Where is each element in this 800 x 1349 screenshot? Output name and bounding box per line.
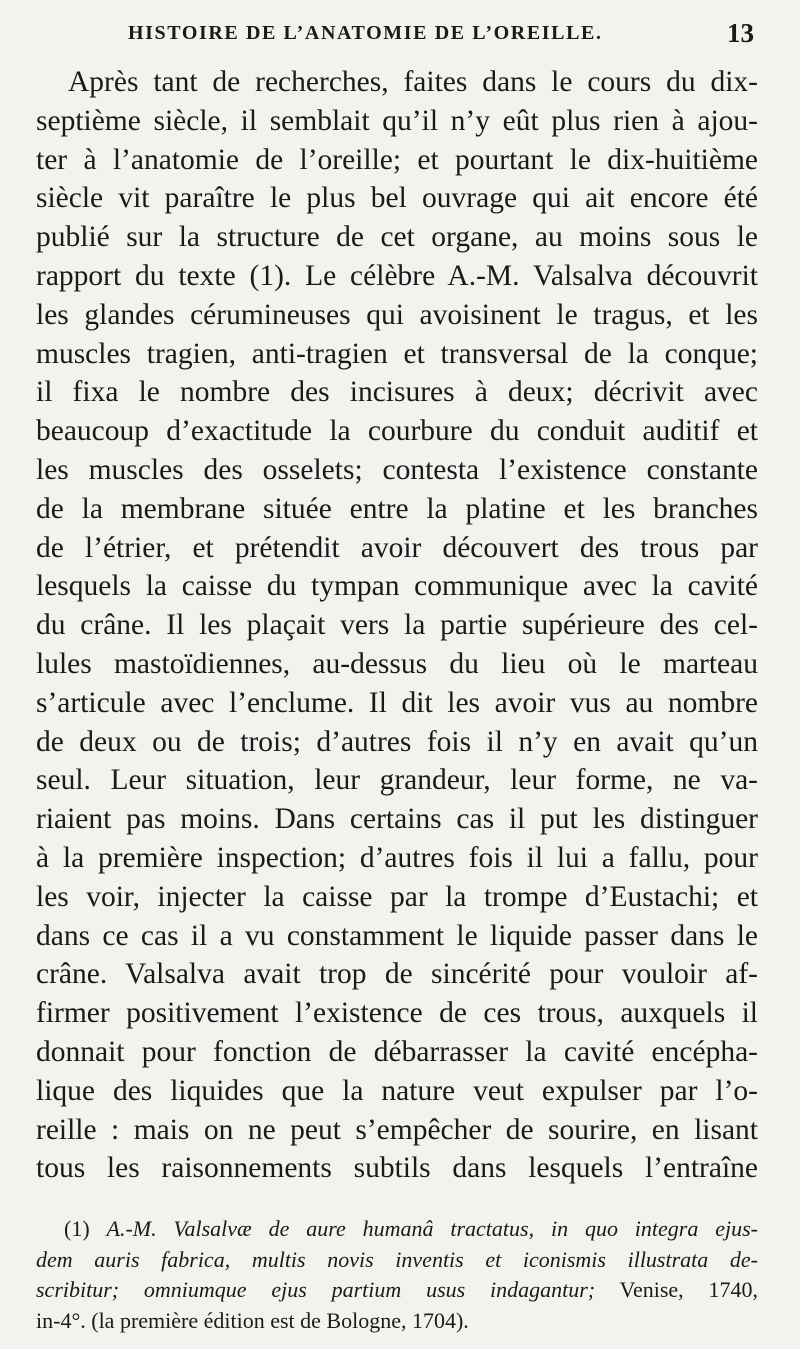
footnote-publication: Venise, 1740,	[595, 1277, 758, 1302]
page-number: 13	[727, 18, 754, 48]
body-line: tous les raisonnements subtils dans lesquels l’entraîne	[36, 1152, 758, 1185]
body-line: il fixa le nombre des incisures à deux; décrivit avec	[36, 376, 758, 409]
footnote-citation: dem auris fabrica, multis novis inventis et iconismis illustrata de-	[36, 1246, 758, 1272]
footnote-line: in-4°. (la première édition est de Bologne, 1704).	[36, 1307, 469, 1333]
footnote-marker: (1)	[64, 1216, 90, 1241]
footnote-citation: scribitur; omniumque ejus partium usus indagantur;	[36, 1277, 596, 1302]
body-line: reille : mais on ne peut s’empêcher de sourire, en lisant	[36, 1113, 758, 1146]
body-line: siècle vit paraître le plus bel ouvrage qui ait encore été	[36, 182, 758, 215]
body-line: ter à l’anatomie de l’oreille; et pourtant le dix-huitième	[36, 143, 758, 176]
body-line: beaucoup d’exactitude la courbure du conduit auditif et	[36, 415, 758, 448]
body-line: publié sur la structure de cet organe, au moins sous le	[36, 221, 758, 254]
running-title: HISTOIRE DE L’ANATOMIE DE L’OREILLE.	[128, 22, 603, 44]
body-line: lique des liquides que la nature veut expulser par l’o-	[36, 1074, 758, 1107]
body-line: seul. Leur situation, leur grandeur, leur forme, ne va-	[36, 764, 758, 797]
footnote	[36, 1214, 758, 1336]
body-line: dans ce cas il a vu constamment le liquide passer dans le	[36, 919, 758, 952]
body-line: donnait pour fonction de débarrasser la cavité encépha-	[36, 1035, 758, 1068]
body-text	[36, 63, 758, 1188]
body-line: Après tant de recherches, faites dans le cours du dix-	[68, 66, 758, 98]
body-line: lesquels la caisse du tympan communique avec la cavité	[36, 570, 758, 603]
body-line: du crâne. Il les plaçait vers la partie supérieure des cel-	[36, 609, 758, 642]
footnote-line	[36, 1214, 758, 1245]
body-line: les muscles des osselets; contesta l’existence constante	[36, 453, 758, 486]
body-line: riaient pas moins. Dans certains cas il put les distinguer	[36, 803, 758, 836]
body-line: les glandes cérumineuses qui avoisinent le tragus, et les	[36, 298, 758, 331]
body-line: s’articule avec l’enclume. Il dit les avoir vus au nombre	[36, 686, 758, 719]
footnote-line	[36, 1275, 758, 1306]
body-line: muscles tragien, anti-tragien et transversal de la conque;	[36, 337, 758, 370]
body-line: rapport du texte (1). Le célèbre A.-M. Valsalva découvrit	[36, 259, 758, 292]
footnote-citation: A.-M. Valsalvæ de aure humanâ tractatus, in quo integra ejus-	[106, 1216, 758, 1241]
body-line: crâne. Valsalva avait trop de sincérité pour vouloir af-	[36, 958, 758, 991]
footnote-line	[36, 1245, 758, 1276]
body-line: de l’étrier, et prétendit avoir découvert des trous par	[36, 531, 758, 564]
body-line: firmer positivement l’existence de ces trous, auxquels il	[36, 997, 758, 1030]
body-line: de deux ou de trois; d’autres fois il n’y en avait qu’un	[36, 725, 758, 758]
body-line: septième siècle, il semblait qu’il n’y eût plus rien à ajou-	[36, 104, 758, 137]
body-line: de la membrane située entre la platine et les branches	[36, 492, 758, 525]
body-line: lules mastoïdiennes, au-dessus du lieu où le marteau	[36, 647, 758, 680]
body-line: les voir, injecter la caisse par la trompe d’Eustachi; et	[36, 880, 758, 913]
body-line: à la première inspection; d’autres fois il lui a fallu, pour	[36, 841, 758, 874]
page-header	[0, 18, 800, 54]
